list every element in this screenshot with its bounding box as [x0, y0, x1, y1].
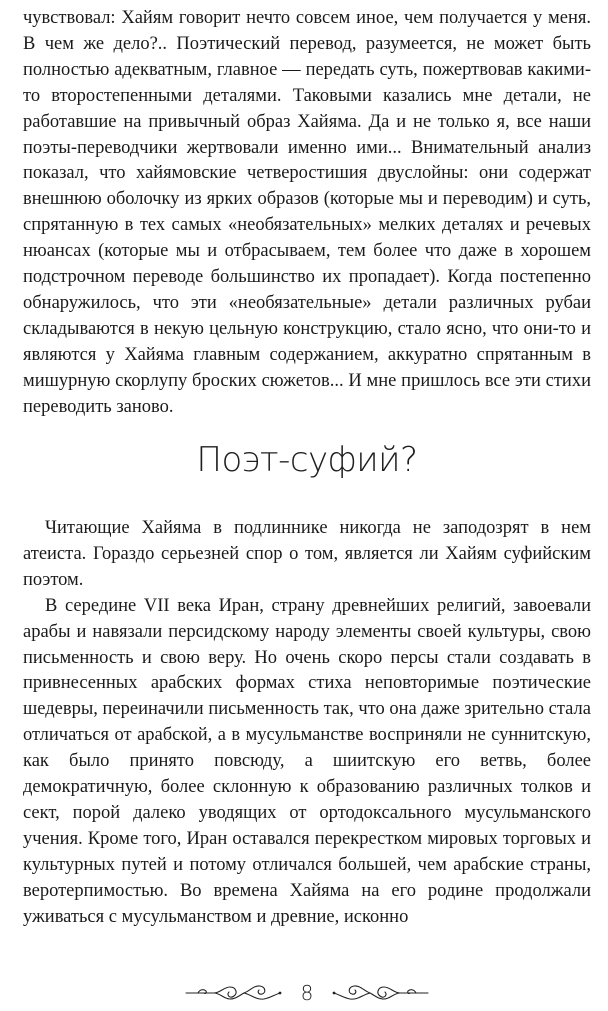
- page-number: 8: [300, 981, 314, 1005]
- paragraph-continuation: чувствовал: Хайям говорит нечто совсем иное, чем получается у меня. В чем же дело?.. Поэтический перевод, разумеется, не может быть полностью адекватным, главное — передать суть, пожертвовав какими-то второстепенными деталями. Таковыми казались мне детали, не работавшие на привычный образ Хайяма. Да и не только я, все наши поэты-переводчики жертвовали именно ими... Внимательный анализ показал, что хайямовские четверостишия двуслойны: они содержат внешнюю оболочку из ярких образов (которые мы и переводим) и суть, спрятанную в тех самых «необязательных» мелких деталях и речевых нюансах (которые мы и отбрасываем, тем более что даже в хорошем подстрочном переводе большинство их пропадает). Когда постепенно обнаружилось, что эти «необязательные» детали различных рубаи складываются в некую цельную конструкцию, стало ясно, что они-то и являются у Хайяма главным содержанием, аккуратно спрятанным в мишурную скорлупу броских сюжетов... И мне пришлось все эти стихи переводить заново.: [23, 8, 591, 417]
- paragraph: В середине VII века Иран, страну древнейших религий, завоевали арабы и навязали персидскому народу элементы своей культуры, свою письменность и свою веру. Но очень скоро персы стали создавать в привнесенных арабских формах стиха неповторимые поэтические шедевры, переиначили письменность так, что она даже зрительно стала отличаться от арабской, а в мусульманстве восприняли не суннитскую, как было принято повсюду, а шиитскую его ветвь, более демократичную, более склонную к образованию различных толков и сект, порой далеко уводящих от ортодоксального мусульманского учения. Кроме того, Иран оставался перекрестком мировых торговых и культурных путей и потому отличался большей, чем арабские страны, веротерпимостью. Во времена Хайяма на его родине продолжали уживаться с мусульманством и древние, исконно: [23, 595, 591, 927]
- flourish-ornament-left-icon: [184, 981, 282, 1005]
- section-heading: Поэт-суфий?: [196, 440, 418, 480]
- body-text-bottom: [23, 516, 591, 931]
- paragraph: Читающие Хайяма в подлиннике никогда не заподозрят в нем атеиста. Гораздо серьезней спор о том, является ли Хайям суфийским поэтом.: [23, 518, 591, 590]
- book-page: [23, 0, 591, 1011]
- body-text-top: [23, 6, 591, 421]
- flourish-ornament-right-icon: [332, 981, 430, 1005]
- page-footer: [23, 978, 591, 1008]
